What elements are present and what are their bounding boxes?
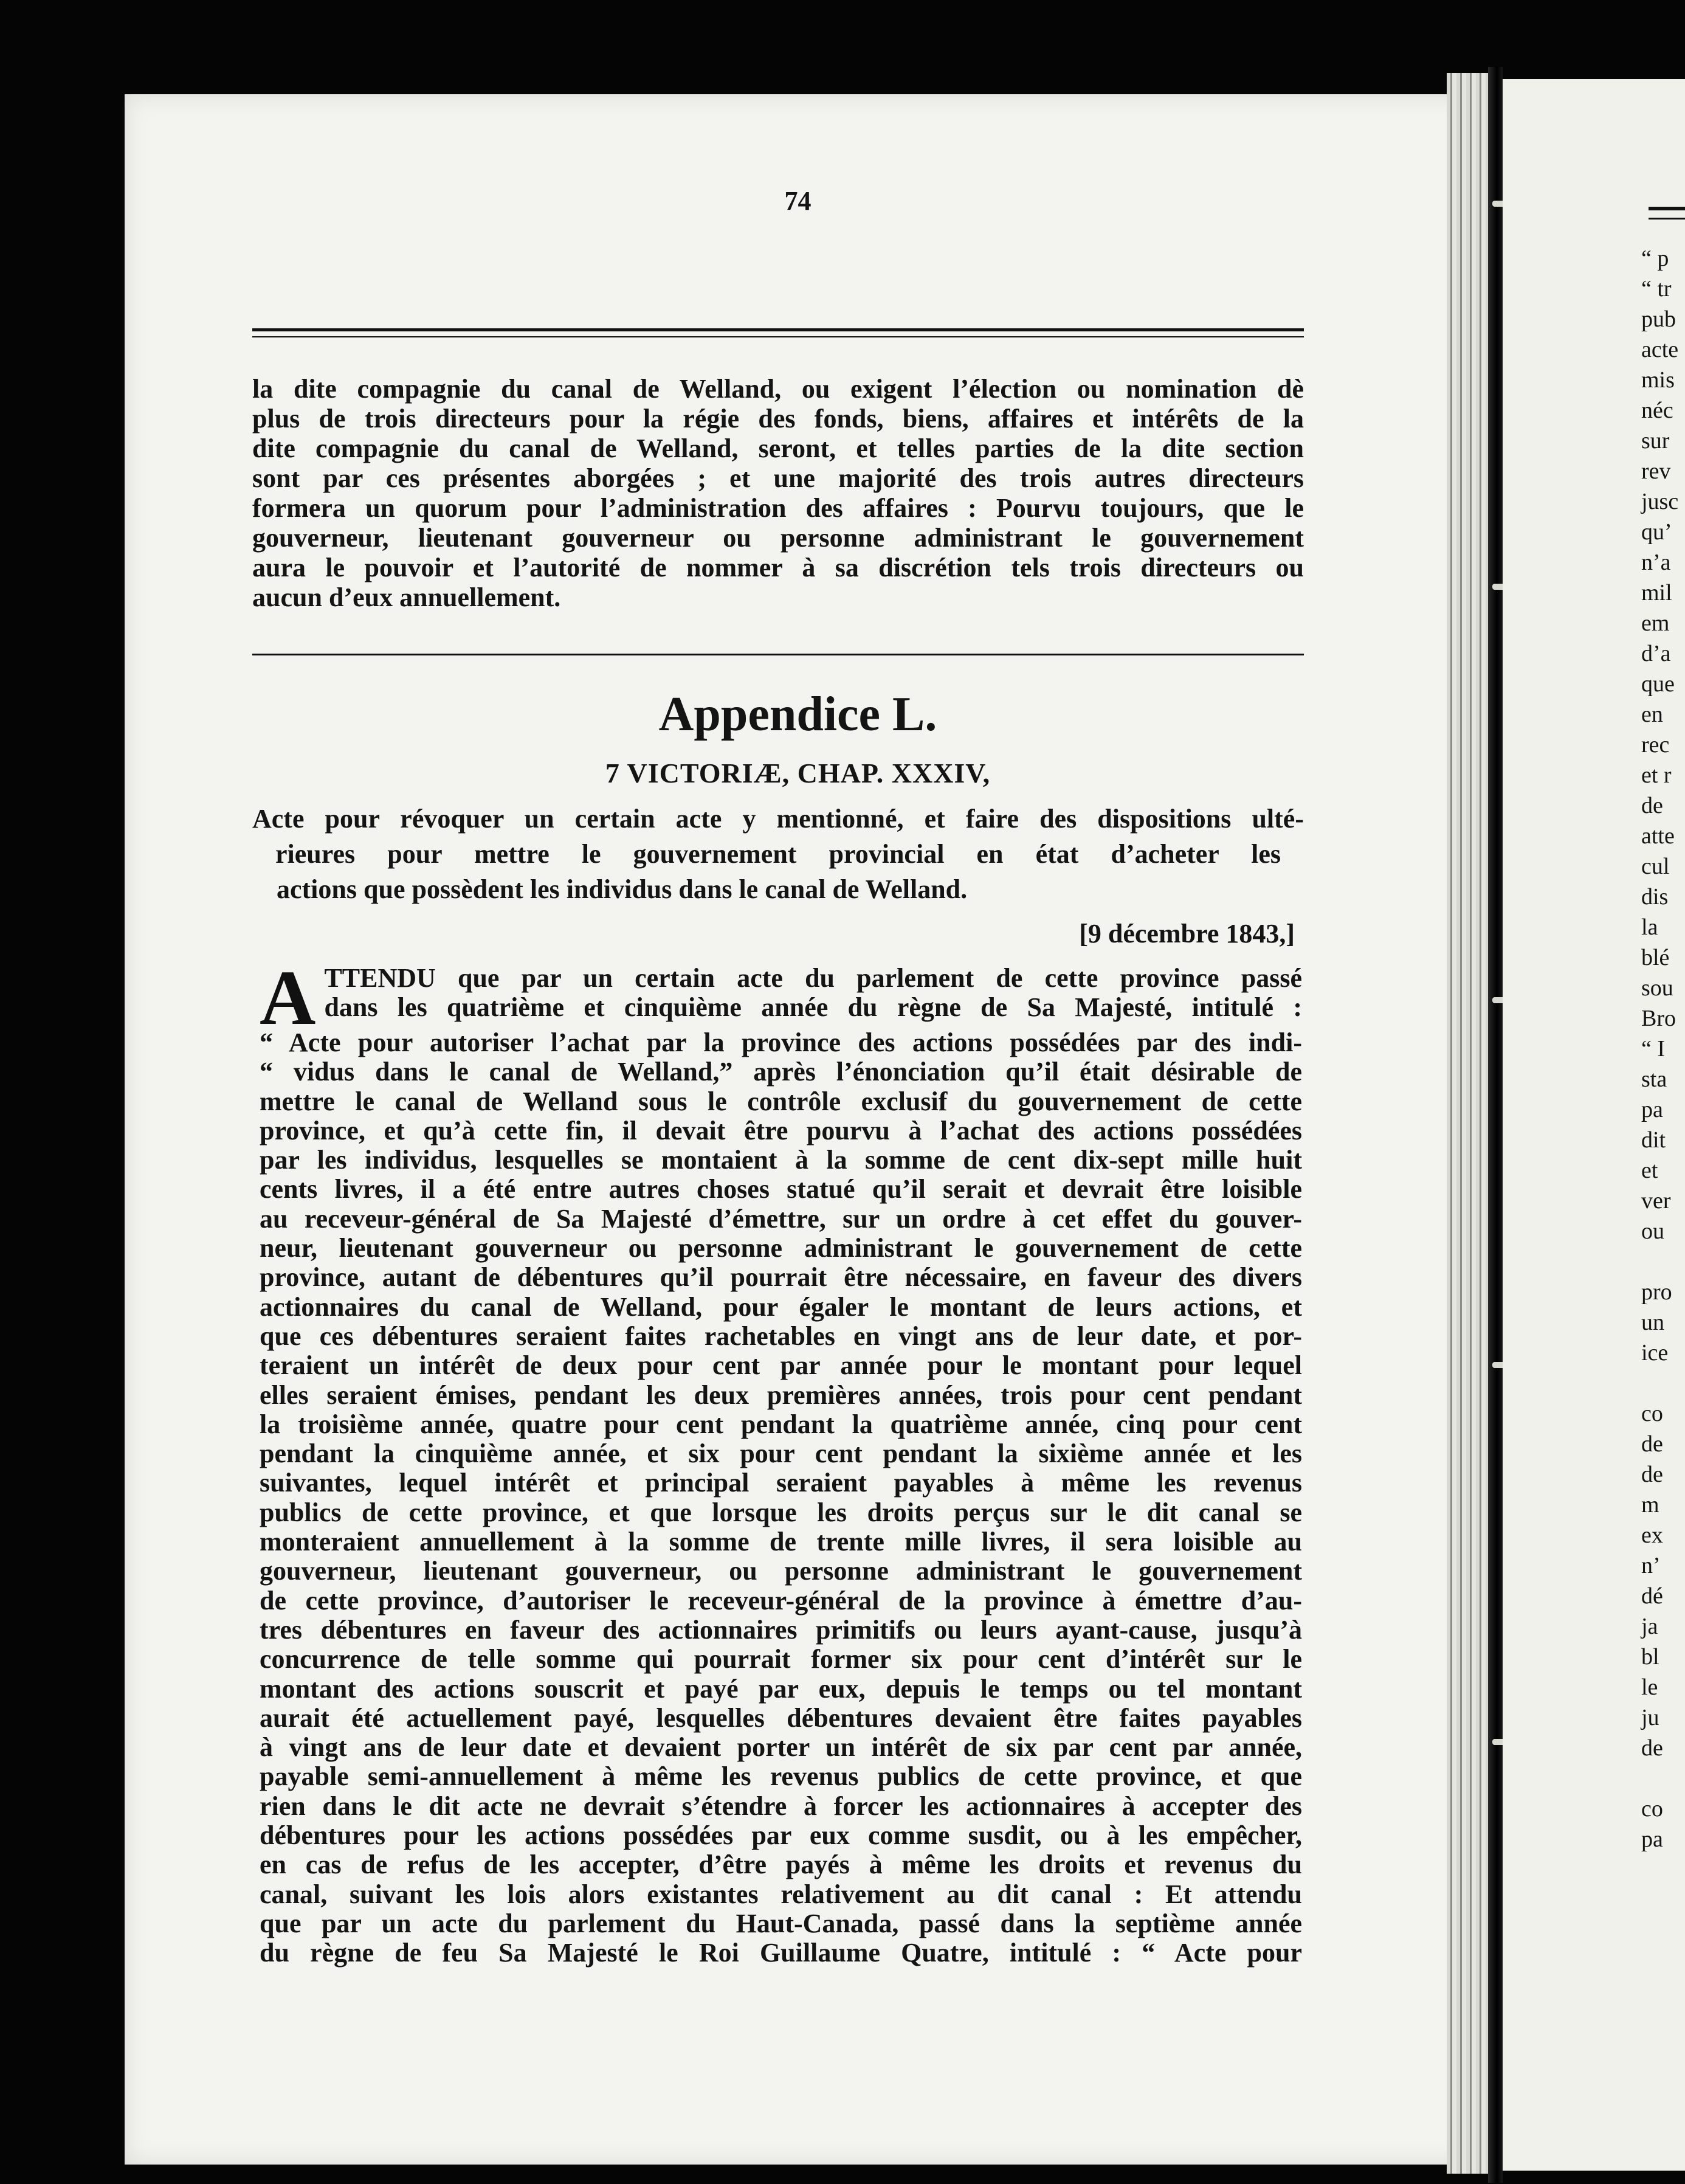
text-line: formera un quorum pour l’administration des affaires : Pourvu toujours, que le	[252, 493, 1304, 523]
facing-text-fragment: bl	[1641, 1644, 1659, 1670]
text-line: TTENDU que par un certain acte du parlement de cette province passé	[324, 963, 1302, 993]
facing-text-fragment: pa	[1641, 1097, 1663, 1122]
facing-text-fragment: de	[1641, 1462, 1663, 1487]
facing-text-fragment: “ I	[1641, 1036, 1666, 1062]
facing-text-fragment: rev	[1641, 458, 1671, 484]
facing-text-fragment: n’	[1641, 1553, 1661, 1578]
facing-text-fragment: co	[1641, 1401, 1663, 1426]
facing-text-fragment: pro	[1641, 1279, 1672, 1305]
facing-text-fragment: jusc	[1641, 489, 1679, 514]
text-line: sont par ces présentes aborgées ; et une majorité des trois autres directeurs	[252, 463, 1304, 493]
facing-text-fragment: mis	[1641, 367, 1675, 393]
facing-text-fragment: néc	[1641, 398, 1673, 423]
text-line: dite compagnie du canal de Welland, seront, et telles parties de la dite section	[252, 434, 1304, 463]
summary-line: rieures pour mettre le gouvernement provincial en état d’acheter les	[275, 839, 1281, 869]
continued-paragraph	[252, 374, 1304, 612]
text-line: canal, suivant les lois alors existantes relativement au dit canal : Et attendu	[260, 1879, 1302, 1909]
text-line: débentures pour les actions possédées par eux comme susdit, ou à les empêcher,	[260, 1820, 1302, 1851]
page-edges	[1447, 73, 1489, 2174]
facing-text-fragment: Bro	[1641, 1006, 1676, 1031]
text-line: en cas de refus de les accepter, d’être payés à même les droits et revenus du	[260, 1850, 1302, 1880]
book-page	[125, 94, 1471, 2165]
facing-text-fragment: “ p	[1641, 246, 1669, 271]
facing-text-fragment: ou	[1641, 1218, 1664, 1244]
text-line: actionnaires du canal de Welland, pour égaler le montant de leurs actions, et	[260, 1291, 1302, 1322]
facing-text-fragment: m	[1641, 1492, 1659, 1518]
facing-text-fragment	[1641, 1763, 1678, 1794]
facing-header-rule	[1649, 207, 1685, 219]
chapter-heading: 7 VICTORIÆ, CHAP. XXXIV,	[605, 758, 991, 789]
facing-page	[1503, 79, 1685, 2171]
facing-text-fragment: sta	[1641, 1066, 1667, 1092]
facing-text-fragment	[1641, 1246, 1678, 1277]
text-line: province, et qu’à cette fin, il devait être pourvu à l’achat des actions possédées	[260, 1115, 1302, 1146]
facing-text-fragment: la	[1641, 914, 1658, 940]
facing-text-fragment: “ tr	[1641, 276, 1672, 302]
text-line: de cette province, d’autoriser le receveur-général de la province à émettre d’au-	[260, 1585, 1302, 1616]
facing-text-fragment: ju	[1641, 1705, 1659, 1730]
section-divider	[252, 654, 1304, 655]
facing-text-fragment: atte	[1641, 823, 1675, 849]
text-line: gouverneur, lieutenant gouverneur ou personne administrant le gouvernement	[252, 523, 1304, 553]
facing-text-fragment: dis	[1641, 884, 1669, 910]
facing-text-fragment: n’a	[1641, 550, 1671, 575]
facing-text-fragment: le	[1641, 1674, 1658, 1700]
text-line: concurrence de telle somme qui pourrait former six pour cent d’intérêt sur le	[260, 1644, 1302, 1674]
facing-text-fragment: de	[1641, 793, 1663, 818]
text-line: neur, lieutenant gouverneur ou personne administrant le gouvernement de cette	[260, 1233, 1302, 1263]
facing-text-fragment: que	[1641, 671, 1675, 697]
text-line: teraient un intérêt de deux pour cent par année pour le montant pour lequel	[260, 1350, 1302, 1381]
text-line: “ vidus dans le canal de Welland,” après l’énonciation qu’il était désirable de	[260, 1057, 1302, 1087]
text-line: gouverneur, lieutenant gouverneur, ou personne administrant le gouvernement	[260, 1556, 1302, 1586]
text-line: province, autant de débentures qu’il pourrait être nécessaire, en faveur des divers	[260, 1262, 1302, 1293]
facing-text-fragment: cul	[1641, 854, 1670, 879]
text-line: payable semi-annuellement à même les revenus publics de cette province, et que	[260, 1761, 1302, 1792]
summary-line: Acte pour révoquer un certain acte y mentionné, et faire des dispositions ulté-	[252, 804, 1304, 834]
facing-text-fragment: rec	[1641, 732, 1670, 758]
facing-text-fragment: pa	[1641, 1826, 1663, 1852]
facing-text-fragment: dit	[1641, 1127, 1666, 1153]
facing-text-fragment: de	[1641, 1735, 1663, 1761]
body-lines	[260, 1028, 1302, 1968]
text-line: du règne de feu Sa Majesté le Roi Guillaume Quatre, intitulé : “ Acte pour	[260, 1938, 1302, 1968]
facing-text-fragment: co	[1641, 1796, 1663, 1822]
act-date: [9 décembre 1843,]	[1079, 919, 1295, 949]
facing-text-fragment: ja	[1641, 1614, 1658, 1639]
facing-text-fragment: d’a	[1641, 641, 1671, 666]
text-line: que ces débentures seraient faites rachetables en vingt ans de leur date, et por-	[260, 1321, 1302, 1351]
facing-text-fragment: blé	[1641, 945, 1670, 970]
text-line: monteraient annuellement à la somme de trente mille livres, il sera loisible au	[260, 1527, 1302, 1557]
facing-text-fragment: en	[1641, 702, 1663, 727]
text-line: aucun d’eux annuellement.	[252, 582, 561, 612]
facing-text-fragment: sou	[1641, 975, 1673, 1001]
facing-text-fragment: sur	[1641, 428, 1670, 454]
text-line: cents livres, il a été entre autres choses statué qu’il serait et devrait être loisible	[260, 1174, 1302, 1204]
header-rule	[252, 328, 1304, 331]
text-line: publics de cette province, et que lorsque les droits perçus sur le dit canal se	[260, 1497, 1302, 1527]
facing-text-fragment: pub	[1641, 306, 1676, 332]
facing-text-fragment: de	[1641, 1431, 1663, 1457]
facing-text-fragment: qu’	[1641, 519, 1672, 545]
text-line: pendant la cinquième année, et six pour cent pendant la sixième année et les	[260, 1439, 1302, 1469]
facing-text-fragment: acte	[1641, 337, 1679, 362]
text-line: elles seraient émises, pendant les deux premières années, trois pour cent pendant	[260, 1380, 1302, 1410]
text-line: plus de trois directeurs pour la régie des fonds, biens, affaires et intérêts de la	[252, 404, 1304, 434]
summary-line: actions que possèdent les individus dans le canal de Welland.	[277, 874, 968, 904]
text-line: mettre le canal de Welland sous le contrôle exclusif du gouvernement de cette	[260, 1086, 1302, 1116]
facing-text-fragment: et	[1641, 1158, 1658, 1183]
text-line: par les individus, lesquelles se montaient à la somme de cent dix-sept mille huit	[260, 1145, 1302, 1175]
text-line: “ Acte pour autoriser l’achat par la province des actions possédées par des indi-	[260, 1028, 1302, 1057]
text-line: que par un acte du parlement du Haut-Canada, passé dans la septième année	[260, 1908, 1302, 1938]
text-line: au receveur-général de Sa Majesté d’émettre, sur un ordre à cet effet du gouver-	[260, 1203, 1302, 1234]
text-line: la dite compagnie du canal de Welland, ou exigent l’élection ou nomination dè	[252, 374, 1304, 404]
facing-text-fragment: em	[1641, 610, 1670, 636]
book-spine	[1488, 67, 1503, 2183]
text-line: aurait été actuellement payé, lesquelles débentures devaient être faites payables	[260, 1702, 1302, 1733]
text-line: à vingt ans de leur date et devaient porter un intérêt de six par cent par année,	[260, 1732, 1302, 1763]
drop-cap: A	[260, 955, 316, 1041]
text-line: montant des actions souscrit et payé par eux, depuis le temps ou tel montant	[260, 1673, 1302, 1704]
facing-page-text	[1641, 243, 1678, 1854]
facing-text-fragment: et r	[1641, 762, 1672, 788]
text-line: dans les quatrième et cinquième année du règne de Sa Majesté, intitulé :	[324, 992, 1302, 1023]
facing-text-fragment: dé	[1641, 1583, 1663, 1609]
text-line: suivantes, lequel intérêt et principal seraient payables à même les revenus	[260, 1468, 1302, 1498]
facing-text-fragment: un	[1641, 1310, 1664, 1335]
act-summary	[252, 801, 1304, 907]
text-line: la troisième année, quatre pour cent pendant la quatrième année, cinq pour cent	[260, 1409, 1302, 1439]
page-number: 74	[784, 186, 811, 216]
facing-text-fragment: ice	[1641, 1340, 1669, 1366]
text-line: tres débentures en faveur des actionnaires primitifs ou leurs ayant-cause, jusqu’à	[260, 1614, 1302, 1645]
facing-text-fragment: ver	[1641, 1188, 1671, 1214]
facing-text-fragment	[1641, 1368, 1678, 1398]
text-line: rien dans le dit acte ne devrait s’étendre à forcer les actionnaires à accepter des	[260, 1791, 1302, 1821]
appendix-title: Appendice L.	[658, 688, 937, 741]
header-rule-thin	[252, 336, 1304, 337]
facing-text-fragment: ex	[1641, 1522, 1663, 1548]
facing-text-fragment: mil	[1641, 580, 1672, 606]
act-body	[260, 955, 1302, 1968]
text-line: aura le pouvoir et l’autorité de nommer à sa discrétion tels trois directeurs ou	[252, 553, 1304, 582]
